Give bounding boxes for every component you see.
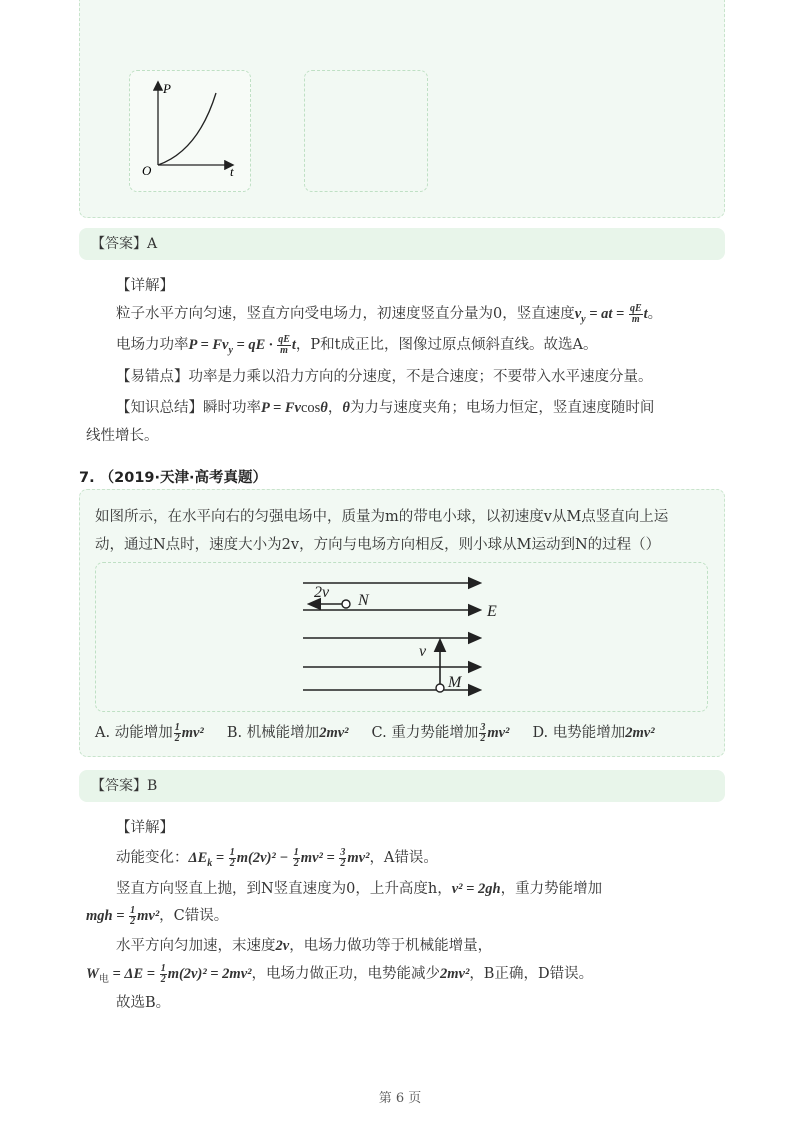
q7-detail-heading: 【详解】 [116,820,174,836]
question-figure-cell [95,562,708,712]
label-2v: 2v [314,584,330,601]
page-number: 第 6 页 [378,1091,422,1106]
label-v: v [419,643,427,660]
pitfall-line: 【易错点】功率是力乘以沿力方向的分速度，不是合速度；不要带入水平速度分量。 [116,369,653,385]
empty-option-cell [304,70,428,192]
label-E: E [487,603,497,620]
option-c[interactable]: C. 重力势能增加 $\frac{3}{2}$ mv² [371,721,510,744]
q7-potential-energy-line-2: mgh = $\frac{1}{2}$ mv²，C错误。 [86,904,229,927]
graph-option-cell [129,70,251,192]
electric-field-figure [96,563,707,711]
q7-kinetic-energy-line: 动能变化：$\Delta E_k$ = $\frac{1}{2}$ m(2v)² − $\frac{1}{2}$ mv² = $\frac{3}{2}$ mv²，A错误。 [116,846,438,869]
option-d[interactable]: D. 电势能增加2mv² [532,725,655,741]
option-a[interactable]: A. 动能增加 $\frac{1}{2}$ mv² [95,721,204,744]
point-N-ball [342,600,350,608]
question-stem-line-1: 如图所示，在水平向右的匀强电场中，质量为m的带电小球，以初速度v从M点竖直向上运 [95,509,669,525]
answer-bar-q6: 【答案】A [79,228,725,260]
q7-horizontal-line: 水平方向匀加速，末速度2v，电场力做功等于机械能增量， [116,938,493,954]
detail-line-2: 电场力功率$P = Fv_y$ = qE · $\frac{qE}{m}$ t，P和t成正比，图像过原点倾斜直线。故选A。 [116,333,598,356]
y-axis-label: P [163,81,171,96]
label-M: M [448,674,462,691]
answer-options [95,721,655,744]
question-stem-line-2: 动，通过N点时，速度大小为2v，方向与电场方向相反，则小球从M运动到N的过程（） [95,537,661,553]
summary-line-1: 【知识总结】瞬时功率P = Fvcosθ，θ为力与速度夹角；电场力恒定，竖直速度随时间 [116,400,655,416]
power-time-graph [130,71,250,191]
point-M-ball [436,684,444,692]
question-7-title: 7. （2019·天津·高考真题） [79,470,268,486]
option-b[interactable]: B. 机械能增加2mv² [226,725,349,741]
detail-heading: 【详解】 [116,278,174,294]
origin-label: O [142,163,152,178]
q7-work-line: $W_电 = \Delta E$ = $\frac{1}{2}$ m(2v)² = 2mv²，电场力做正功，电势能减少2mv²，B正确，D错误。 [86,962,594,985]
q7-potential-energy-line-1: 竖直方向竖直上抛，到N竖直速度为0，上升高度h，v² = 2gh，重力势能增加 [116,881,603,897]
q7-conclusion: 故选B。 [116,995,171,1011]
label-N: N [358,592,369,609]
answer-bar-q7: 【答案】B [79,770,725,802]
curve [158,93,216,165]
x-axis-label: t [230,164,234,179]
summary-line-2: 线性增长。 [86,428,159,444]
detail-line-1: 粒子水平方向匀速，竖直方向受电场力，初速度竖直分量为0，竖直速度$v_y$ = at = $\frac{qE}{m}$ t。 [116,302,663,325]
